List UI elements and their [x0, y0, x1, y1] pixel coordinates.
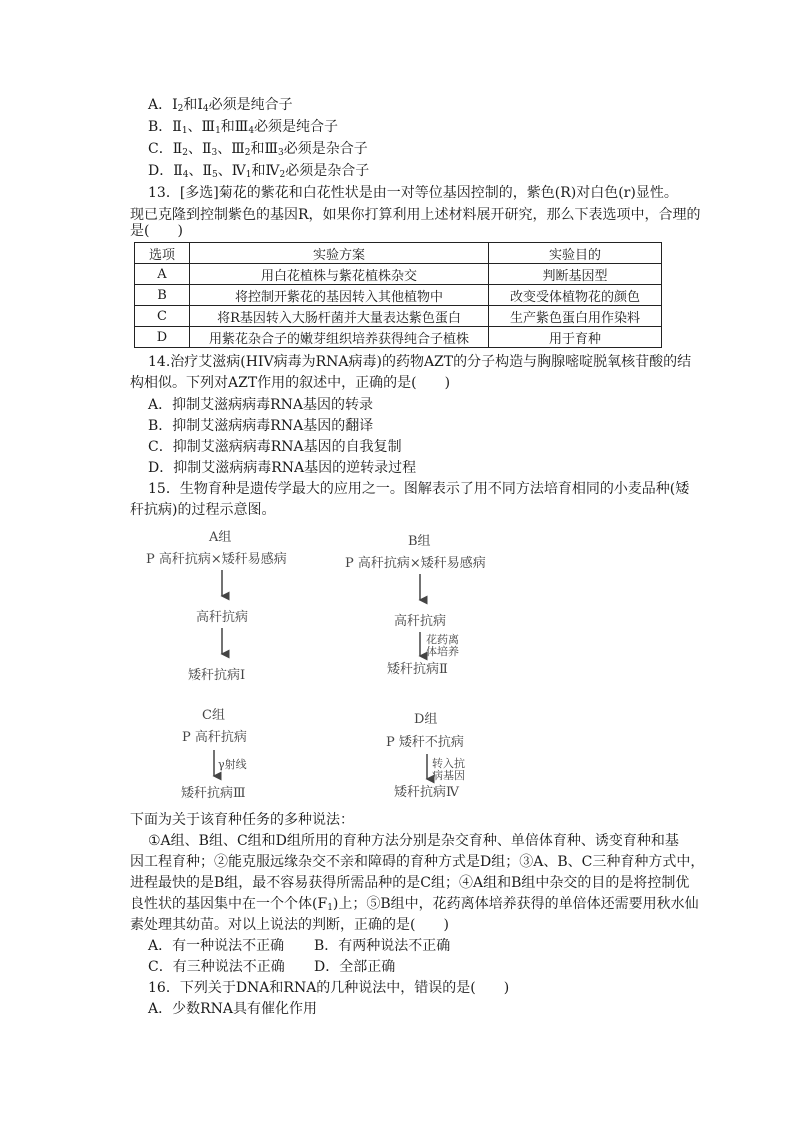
table-row	[135, 264, 662, 285]
table-row	[135, 306, 662, 327]
q15-para-line3: 进程最快的是B组，最不容易获得所需品种的是C组；④A组和B组中杂交的目的是将控制优	[130, 875, 690, 891]
group-b-step1: 花药离	[426, 633, 459, 646]
q15-intro: 下面为关于该育种任务的多种说法：	[130, 812, 354, 828]
q14-stem-line1: 14.治疗艾滋病(HIV病毒为RNA病毒)的药物AZT的分子构造与胸腺嘧啶脱氧核苷酸的结	[148, 354, 692, 370]
q15-option-a: A．有一种说法不正确	[148, 938, 285, 954]
group-d-step1: 转入抗	[432, 757, 465, 770]
group-b-result: 矮秆抗病Ⅱ	[387, 662, 448, 677]
table-header-option: 选项	[135, 243, 190, 264]
q12-option-b: B．$Ⅱ_1$、$Ⅲ_1$和$Ⅲ_4$必须是纯合子	[148, 119, 339, 136]
q15-option-c: C．有三种说法不正确	[148, 959, 285, 975]
table-header-plan: 实验方案	[190, 243, 489, 264]
q15-option-b: B．有两种说法不正确	[314, 938, 451, 954]
q12-option-a: A．$Ⅰ_2$和$Ⅰ_4$必须是纯合子	[148, 97, 293, 114]
q14-option-c: C．抑制艾滋病病毒RNA基因的自我复制	[148, 439, 402, 455]
group-b-step2: 体培养	[426, 645, 459, 658]
q15-para-line4: 良性状的基因集中在一个个体$(F_1)$上；⑤B组中，花药离体培养获得的单倍体还需要用秋水仙	[130, 896, 699, 913]
group-a-parent: P 高秆抗病×矮秆易感病	[146, 552, 287, 567]
table-cell: 将R基因转入大肠杆菌并大量表达紫色蛋白	[190, 306, 489, 327]
table-header-row	[135, 243, 662, 264]
q12-option-d: D．$Ⅱ_4$、$Ⅱ_5$、$Ⅳ_1$和$Ⅳ_2$必须是杂合子	[148, 163, 370, 180]
table-cell: 将控制开紫花的基因转入其他植物中	[190, 285, 489, 306]
q16-option-a: A．少数RNA具有催化作用	[148, 1001, 318, 1017]
q14-option-d: D．抑制艾滋病病毒RNA基因的逆转录过程	[148, 460, 417, 476]
group-b-mid: 高秆抗病	[394, 614, 447, 629]
table-header-purpose: 实验目的	[489, 243, 662, 264]
q15-stem-line2: 秆抗病)的过程示意图。	[130, 502, 276, 518]
q15-stem-line1: 15．生物育种是遗传学最大的应用之一。图解表示了用不同方法培育相同的小麦品种(矮	[148, 481, 690, 497]
q14-option-b: B．抑制艾滋病病毒RNA基因的翻译	[148, 418, 374, 434]
table-cell: 改变受体植物花的颜色	[489, 285, 662, 306]
q13-stem-line3: 是( )	[130, 223, 183, 239]
table-row	[135, 327, 662, 348]
group-c-step: γ射线	[218, 758, 247, 771]
table-row	[135, 285, 662, 306]
group-a-result: 矮秆抗病Ⅰ	[188, 668, 246, 683]
table-cell: 用白花植株与紫花植株杂交	[190, 264, 489, 285]
table-cell: 用于育种	[489, 327, 662, 348]
q13-stem-line1: 13．[多选]菊花的紫花和白花性状是由一对等位基因控制的，紫色(R)对白色(r)显性。	[148, 185, 678, 201]
q15-para-line1: ①A组、B组、C组和D组所用的育种方法分别是杂交育种、单倍体育种、诱变育种和基	[148, 833, 679, 849]
q14-stem-line2: 构相似。下列对AZT作用的叙述中，正确的是( )	[130, 375, 451, 391]
group-c-parent: P 高秆抗病	[182, 730, 247, 745]
group-b-title: B组	[408, 534, 431, 549]
group-d-title: D组	[414, 712, 438, 727]
q15-para-line5: 素处理其幼苗。对以上说法的判断，正确的是( )	[130, 917, 449, 933]
table-cell: 判断基因型	[489, 264, 662, 285]
group-c-result: 矮秆抗病Ⅲ	[181, 786, 246, 801]
table-cell: D	[135, 327, 190, 348]
table-cell: 生产紫色蛋白用作染料	[489, 306, 662, 327]
table-cell: B	[135, 285, 190, 306]
q15-para-line2: 因工程育种；②能克服远缘杂交不亲和障碍的育种方式是D组；③A、B、C三种育种方式中，	[130, 854, 705, 870]
q12-option-c: C．$Ⅱ_2$、$Ⅱ_3$、$Ⅲ_2$和$Ⅲ_3$必须是杂合子	[148, 141, 368, 158]
table-cell: 用紫花杂合子的嫩芽组织培养获得纯合子植株	[190, 327, 489, 348]
table-cell: C	[135, 306, 190, 327]
q13-stem-line2: 现已克隆到控制紫色的基因R，如果你打算利用上述材料展开研究，那么下表选项中，合理的	[130, 207, 701, 223]
group-d-step2: 病基因	[432, 769, 465, 782]
group-b-parent: P 高秆抗病×矮秆易感病	[345, 556, 486, 571]
q15-option-d: D．全部正确	[314, 959, 396, 975]
group-a-mid: 高秆抗病	[196, 610, 249, 625]
group-c-title: C组	[202, 708, 225, 723]
q14-option-a: A．抑制艾滋病病毒RNA基因的转录	[148, 397, 374, 413]
q16-stem: 16．下列关于DNA和RNA的几种说法中，错误的是( )	[148, 980, 510, 996]
experiment-table	[134, 242, 662, 348]
group-a-title: A组	[209, 530, 232, 545]
group-d-result: 矮秆抗病Ⅳ	[394, 785, 459, 800]
table-cell: A	[135, 264, 190, 285]
group-d-parent: P 矮秆不抗病	[386, 735, 464, 750]
